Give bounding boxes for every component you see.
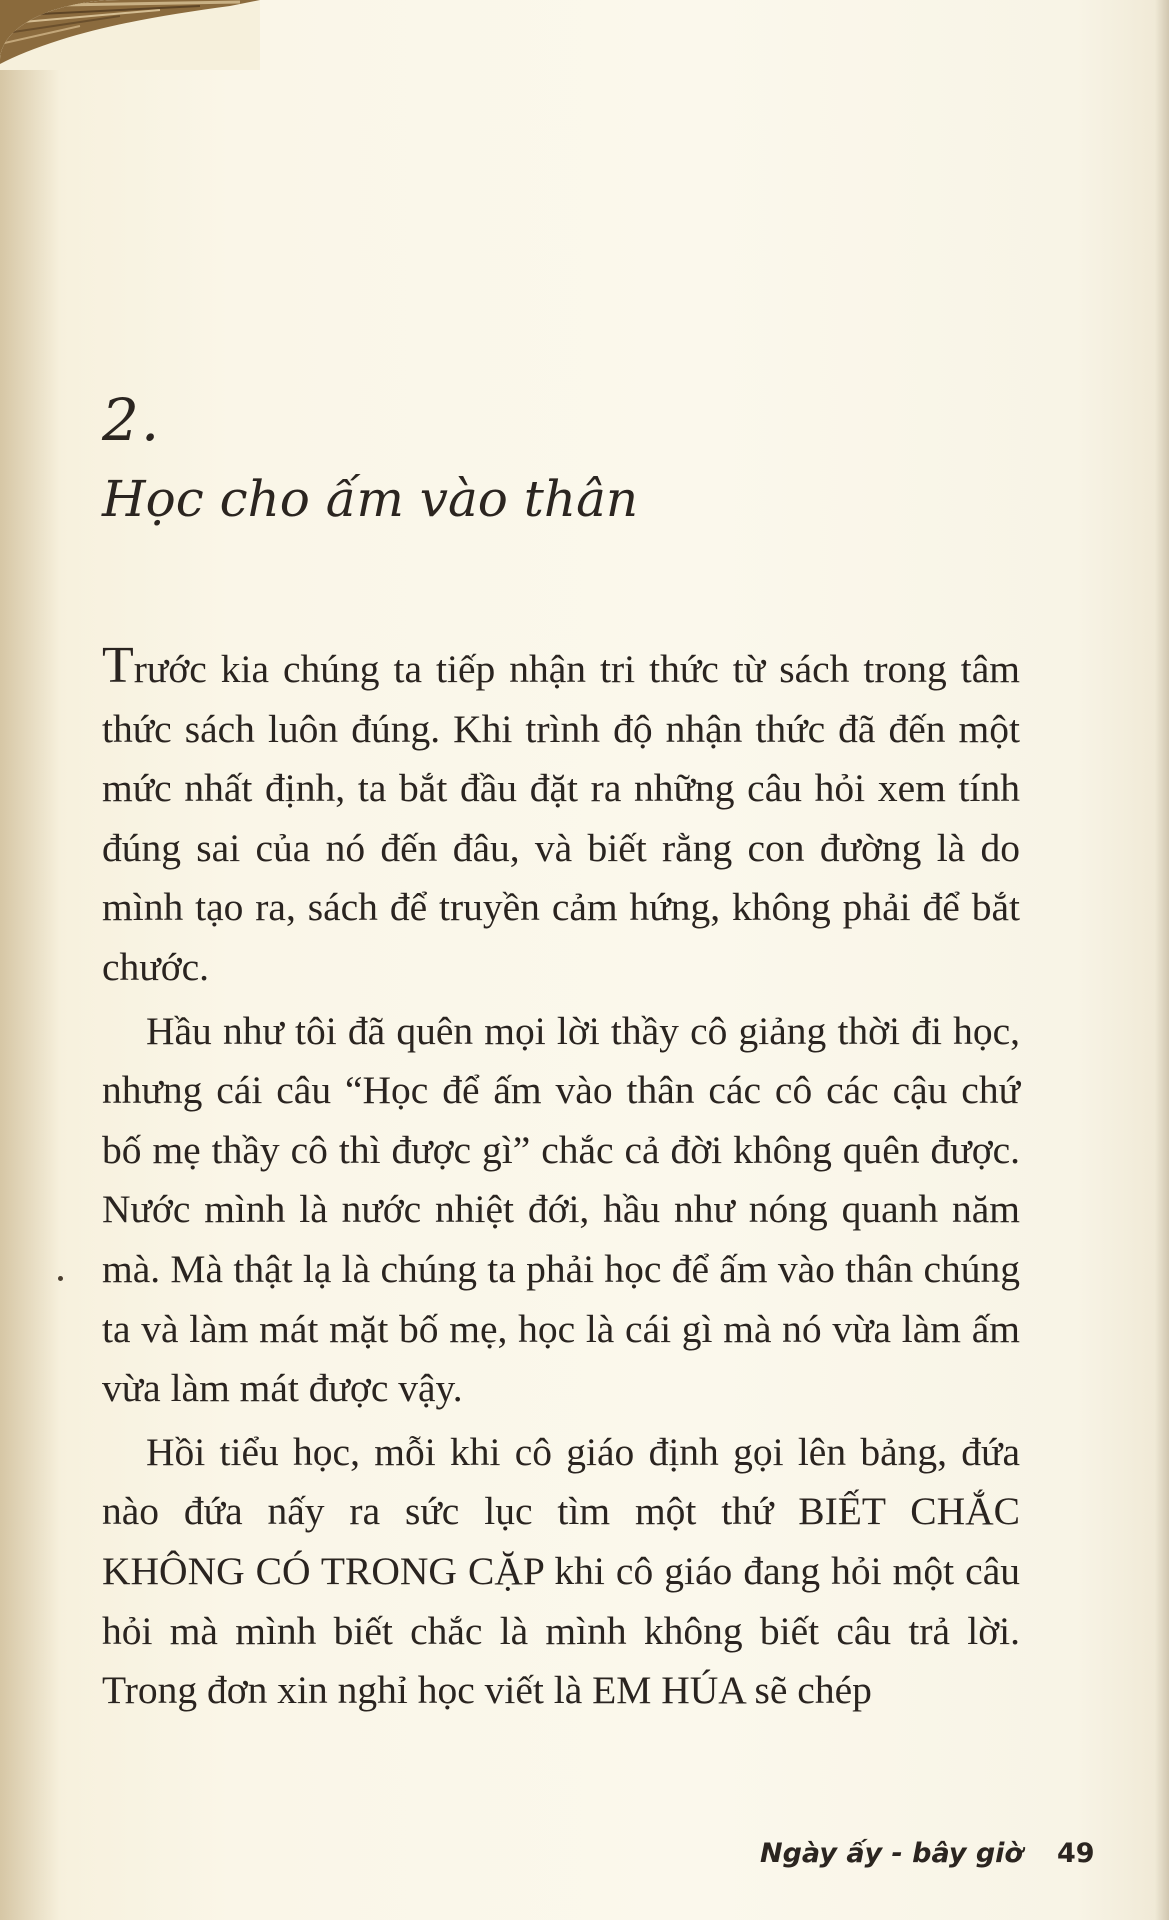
initial-letter: T — [102, 637, 134, 694]
paragraph-1 — [102, 636, 1020, 998]
binding-shadow — [0, 0, 60, 1920]
paragraph-2: Hầu như tôi đã quên mọi lời thầy cô giảng thời đi học, nhưng cái câu “Học để ấm vào thân các cô các cậu chứ bố mẹ thầy cô thì được gì” chắc cả đời không quên được. Nước mình là nước nhiệt đới, hầu như nóng quanh năm mà. Mà thật lạ là chúng ta phải học để ấm vào thân chúng ta và làm mát mặt bố mẹ, học là cái gì mà nó vừa làm ấm vừa làm mát được vậy. — [102, 1008, 1020, 1411]
paragraph-3: Hồi tiểu học, mỗi khi cô giáo định gọi lên bảng, đứa nào đứa nấy ra sức lục tìm một thứ BIẾT CHẮC KHÔNG CÓ TRONG CẶP khi cô giáo đang hỏi một câu hỏi mà mình biết chắc là mình không biết câu trả lời. Trong đơn xin nghỉ học viết là EM HÚA sẽ chép — [102, 1429, 1020, 1713]
chapter-number: 2. — [102, 386, 162, 454]
page-number: 49 — [1057, 1838, 1095, 1869]
background-texture-corner — [0, 0, 260, 70]
body-text — [102, 636, 1020, 1725]
paper-speck — [58, 1276, 63, 1281]
chapter-title: Học cho ấm vào thân — [102, 470, 639, 528]
page-edge — [1155, 0, 1169, 1920]
running-title: Ngày ấy - bây giờ — [760, 1838, 1023, 1869]
page-footer — [760, 1838, 1095, 1869]
paragraph-1-text: rước kia chúng ta tiếp nhận tri thức từ sách trong tâm thức sách luôn đúng. Khi trình độ nhận thức đã đến một mức nhất định, ta bắt đầu đặt ra những câu hỏi xem tính đúng sai của nó đến đâu, và biết rằng con đường là do mình tạo ra, sách để truyền cảm hứng, không phải để bắt chước. — [102, 647, 1020, 989]
